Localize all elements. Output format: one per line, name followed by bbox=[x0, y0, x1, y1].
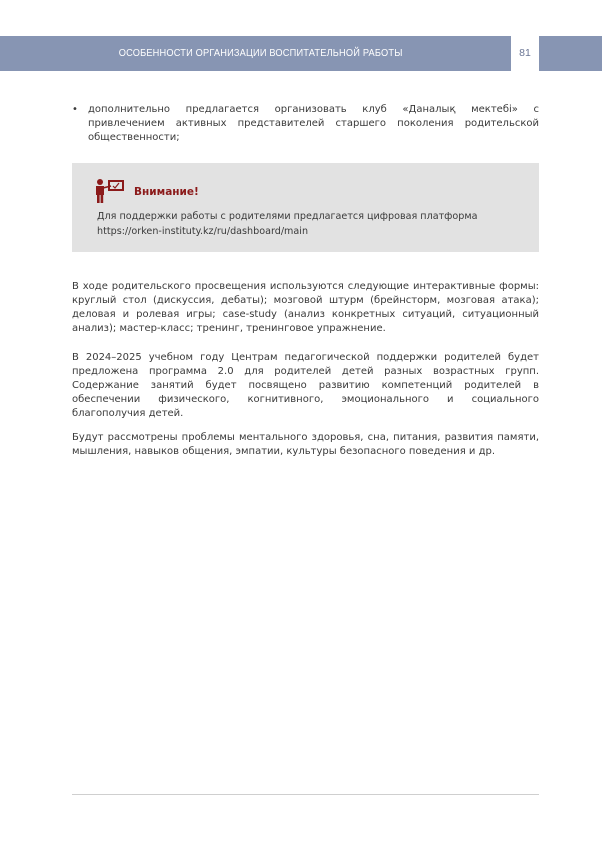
bullet-text: дополнительно предлагается организовать клуб «Даналық мектебі» с привлечением активных представителей старшего поколения родительской общественности; bbox=[88, 104, 539, 143]
page-header bbox=[0, 36, 602, 71]
footer-divider bbox=[72, 794, 539, 795]
paragraph-program: В 2024–2025 учебном году Центрам педагогической поддержки родителей будет предложена программа 2.0 для родителей детей разных возрастных групп. Содержание занятий будет посвящено развитию компетенций родителей в обеспечении физического, когнитивного, эмоционального и социального благополучия детей. bbox=[72, 352, 539, 419]
paragraph-problems: Будут рассмотрены проблемы ментального здоровья, сна, питания, развития памяти, мышления, навыков общения, эмпатии, культуры безопасного поведения и др. bbox=[72, 432, 539, 457]
list-item bbox=[72, 103, 539, 145]
paragraph-interactive-forms: В ходе родительского просвещения используются следующие интерактивные формы: круглый стол (дискуссия, дебаты); мозговой штурм (брейнсторм, мозговая атака); деловая и ролевая игры; case-study (анализ конкретных ситуаций, ситуационный анализ); мастер-класс; тренинг, тренинговое упражнение. bbox=[72, 281, 539, 334]
bullet-mark: • bbox=[72, 104, 78, 115]
teacher-at-board-icon bbox=[94, 178, 126, 204]
header-bar-right bbox=[539, 36, 602, 71]
bullet-list bbox=[72, 100, 539, 145]
attention-text: Для поддержки работы с родителями предлагается цифровая платформа https://orken-instituty.kz/ru/dashboard/main bbox=[97, 211, 478, 237]
header-bar bbox=[0, 36, 511, 71]
attention-box bbox=[72, 163, 539, 252]
page-number: 81 bbox=[511, 36, 539, 71]
attention-title: Внимание! bbox=[134, 186, 199, 198]
running-title: ОСОБЕННОСТИ ОРГАНИЗАЦИИ ВОСПИТАТЕЛЬНОЙ РАБОТЫ bbox=[119, 47, 403, 59]
